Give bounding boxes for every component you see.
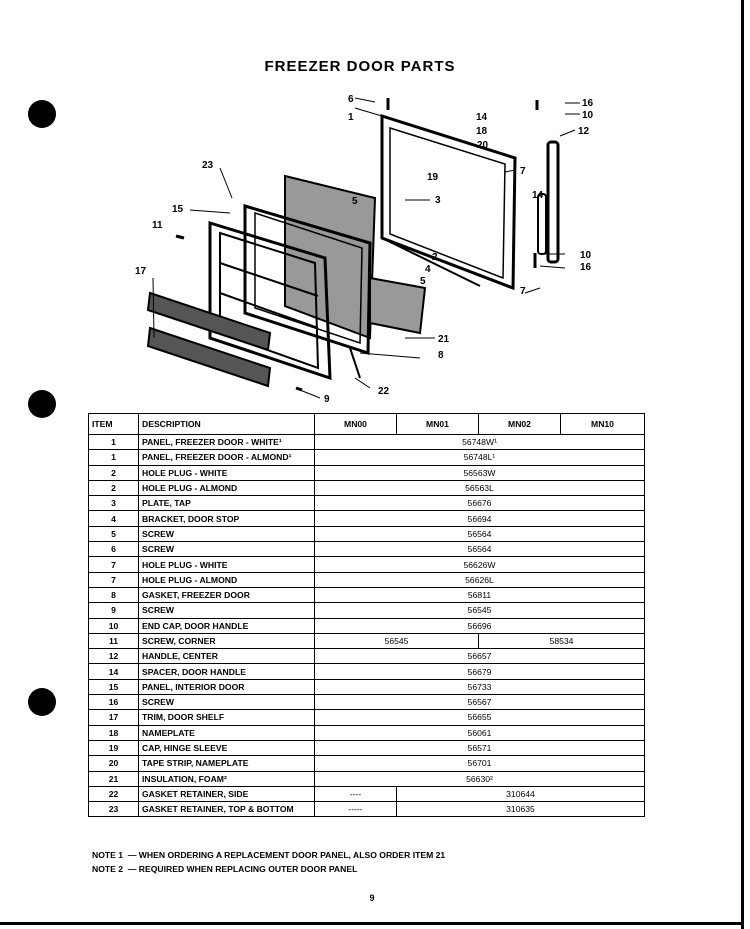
item-number-cell: 15 bbox=[89, 679, 139, 694]
description-cell: SCREW bbox=[139, 542, 315, 557]
exploded-parts-diagram bbox=[120, 88, 630, 408]
note-1-text: — WHEN ORDERING A REPLACEMENT DOOR PANEL, ALSO ORDER ITEM 21 bbox=[127, 850, 446, 860]
callout-7: 7 bbox=[520, 166, 526, 177]
callout-20: 20 bbox=[477, 140, 489, 151]
item-number-cell: 9 bbox=[89, 603, 139, 618]
callout-16: 16 bbox=[582, 98, 594, 109]
table-row bbox=[89, 603, 645, 618]
column-header-item: ITEM bbox=[89, 414, 139, 435]
callout-12: 12 bbox=[578, 126, 590, 137]
part-number-cell-left: ---- bbox=[315, 786, 397, 801]
part-number-cell: 56571 bbox=[315, 740, 645, 755]
part-number-cell: 56563W bbox=[315, 465, 645, 480]
part-number-cell: 56545 bbox=[315, 603, 645, 618]
item-number-cell: 7 bbox=[89, 572, 139, 587]
column-header-mn10: MN10 bbox=[561, 414, 645, 435]
part-number-cell-right: 58534 bbox=[479, 633, 645, 648]
description-cell: HANDLE, CENTER bbox=[139, 649, 315, 664]
callout-5b: 5 bbox=[420, 276, 426, 287]
table-row bbox=[89, 695, 645, 710]
table-row bbox=[89, 802, 645, 817]
part-number-cell: 56563L bbox=[315, 480, 645, 495]
description-cell: GASKET RETAINER, SIDE bbox=[139, 786, 315, 801]
part-number-cell: 56564 bbox=[315, 542, 645, 557]
table-row bbox=[89, 664, 645, 679]
part-number-cell: 56630² bbox=[315, 771, 645, 786]
table-row bbox=[89, 557, 645, 572]
column-header-description: DESCRIPTION bbox=[139, 414, 315, 435]
page-edge-right bbox=[741, 0, 744, 929]
description-cell: GASKET, FREEZER DOOR bbox=[139, 587, 315, 602]
part-number-cell: 56655 bbox=[315, 710, 645, 725]
description-cell: PANEL, FREEZER DOOR - ALMOND¹ bbox=[139, 450, 315, 465]
table-row bbox=[89, 465, 645, 480]
item-number-cell: 20 bbox=[89, 756, 139, 771]
note-1 bbox=[92, 850, 445, 860]
part-number-cell: 56564 bbox=[315, 526, 645, 541]
callout-10: 10 bbox=[582, 110, 594, 121]
description-cell: GASKET RETAINER, TOP & BOTTOM bbox=[139, 802, 315, 817]
item-number-cell: 17 bbox=[89, 710, 139, 725]
item-number-cell: 22 bbox=[89, 786, 139, 801]
description-cell: HOLE PLUG - WHITE bbox=[139, 557, 315, 572]
item-number-cell: 12 bbox=[89, 649, 139, 664]
part-number-cell: 56061 bbox=[315, 725, 645, 740]
description-cell: SCREW, CORNER bbox=[139, 633, 315, 648]
description-cell: NAMEPLATE bbox=[139, 725, 315, 740]
table-row bbox=[89, 725, 645, 740]
column-header-mn02: MN02 bbox=[479, 414, 561, 435]
page-title: FREEZER DOOR PARTS bbox=[264, 58, 456, 75]
table-header-row bbox=[89, 414, 645, 435]
description-cell: SCREW bbox=[139, 526, 315, 541]
part-number-cell-left: 56545 bbox=[315, 633, 479, 648]
description-cell: BRACKET, DOOR STOP bbox=[139, 511, 315, 526]
item-number-cell: 11 bbox=[89, 633, 139, 648]
item-number-cell: 7 bbox=[89, 557, 139, 572]
description-cell: TRIM, DOOR SHELF bbox=[139, 710, 315, 725]
item-number-cell: 10 bbox=[89, 618, 139, 633]
description-cell: TAPE STRIP, NAMEPLATE bbox=[139, 756, 315, 771]
callout-3: 3 bbox=[435, 195, 441, 206]
part-number-cell-right: 310644 bbox=[397, 786, 645, 801]
item-number-cell: 16 bbox=[89, 695, 139, 710]
callout-17: 17 bbox=[135, 266, 147, 277]
table-row bbox=[89, 649, 645, 664]
part-number-cell: 56676 bbox=[315, 496, 645, 511]
item-number-cell: 19 bbox=[89, 740, 139, 755]
item-number-cell: 8 bbox=[89, 587, 139, 602]
table-row bbox=[89, 572, 645, 587]
item-number-cell: 2 bbox=[89, 465, 139, 480]
binder-hole-bottom bbox=[28, 688, 56, 716]
part-number-cell-left: ----- bbox=[315, 802, 397, 817]
item-number-cell: 2 bbox=[89, 480, 139, 495]
item-number-cell: 18 bbox=[89, 725, 139, 740]
table-row bbox=[89, 786, 645, 801]
page-edge-bottom bbox=[0, 922, 744, 925]
callout-19: 19 bbox=[427, 172, 439, 183]
item-number-cell: 14 bbox=[89, 664, 139, 679]
part-number-cell: 56748W¹ bbox=[315, 435, 645, 450]
description-cell: SCREW bbox=[139, 695, 315, 710]
item-number-cell: 6 bbox=[89, 542, 139, 557]
description-cell: PLATE, TAP bbox=[139, 496, 315, 511]
column-header-mn00: MN00 bbox=[315, 414, 397, 435]
callout-6: 6 bbox=[348, 94, 354, 105]
table-row bbox=[89, 450, 645, 465]
parts-table bbox=[88, 413, 645, 817]
table-row bbox=[89, 542, 645, 557]
callout-9: 9 bbox=[324, 394, 330, 405]
item-number-cell: 4 bbox=[89, 511, 139, 526]
description-cell: HOLE PLUG - WHITE bbox=[139, 465, 315, 480]
callout-10b: 10 bbox=[580, 250, 592, 261]
part-number-cell: 56748L¹ bbox=[315, 450, 645, 465]
part-number-cell: 56696 bbox=[315, 618, 645, 633]
part-number-cell: 56701 bbox=[315, 756, 645, 771]
callout-8: 8 bbox=[438, 350, 444, 361]
column-header-mn01: MN01 bbox=[397, 414, 479, 435]
description-cell: HOLE PLUG - ALMOND bbox=[139, 480, 315, 495]
table-row bbox=[89, 587, 645, 602]
part-number-cell: 56694 bbox=[315, 511, 645, 526]
binder-hole-top bbox=[28, 100, 56, 128]
callout-18: 18 bbox=[476, 126, 488, 137]
item-number-cell: 1 bbox=[89, 435, 139, 450]
description-cell: PANEL, INTERIOR DOOR bbox=[139, 679, 315, 694]
description-cell: SPACER, DOOR HANDLE bbox=[139, 664, 315, 679]
description-cell: SCREW bbox=[139, 603, 315, 618]
part-number-cell: 56626L bbox=[315, 572, 645, 587]
table-row bbox=[89, 435, 645, 450]
part-number-cell: 56657 bbox=[315, 649, 645, 664]
part-number-cell: 56811 bbox=[315, 587, 645, 602]
callout-2: 2 bbox=[432, 252, 438, 263]
part-number-cell: 56626W bbox=[315, 557, 645, 572]
item-number-cell: 1 bbox=[89, 450, 139, 465]
part-number-cell: 56679 bbox=[315, 664, 645, 679]
note-1-label: NOTE 1 bbox=[92, 850, 124, 860]
table-row bbox=[89, 633, 645, 648]
item-number-cell: 3 bbox=[89, 496, 139, 511]
note-2 bbox=[92, 864, 357, 874]
part-number-cell: 56733 bbox=[315, 679, 645, 694]
description-cell: PANEL, FREEZER DOOR - WHITE¹ bbox=[139, 435, 315, 450]
callout-5: 5 bbox=[352, 196, 358, 207]
item-number-cell: 21 bbox=[89, 771, 139, 786]
table-row bbox=[89, 710, 645, 725]
part-number-cell-right: 310635 bbox=[397, 802, 645, 817]
description-cell: INSULATION, FOAM² bbox=[139, 771, 315, 786]
callout-22: 22 bbox=[378, 386, 390, 397]
callout-4: 4 bbox=[425, 264, 431, 275]
callout-1: 1 bbox=[348, 112, 354, 123]
callout-7b: 7 bbox=[520, 286, 526, 297]
page-number: 9 bbox=[369, 893, 375, 903]
description-cell: HOLE PLUG - ALMOND bbox=[139, 572, 315, 587]
callout-16b: 16 bbox=[580, 262, 592, 273]
item-number-cell: 23 bbox=[89, 802, 139, 817]
callout-14: 14 bbox=[476, 112, 488, 123]
table-row bbox=[89, 771, 645, 786]
callout-11: 11 bbox=[152, 220, 163, 231]
note-2-label: NOTE 2 bbox=[92, 864, 124, 874]
table-row bbox=[89, 740, 645, 755]
callout-15: 15 bbox=[172, 204, 184, 215]
description-cell: CAP, HINGE SLEEVE bbox=[139, 740, 315, 755]
table-row bbox=[89, 496, 645, 511]
binder-hole-middle bbox=[28, 390, 56, 418]
table-row bbox=[89, 679, 645, 694]
callout-14b: 14 bbox=[532, 190, 544, 201]
description-cell: END CAP, DOOR HANDLE bbox=[139, 618, 315, 633]
table-row bbox=[89, 511, 645, 526]
note-2-text: — REQUIRED WHEN REPLACING OUTER DOOR PANEL bbox=[127, 864, 358, 874]
item-number-cell: 5 bbox=[89, 526, 139, 541]
callout-21: 21 bbox=[438, 334, 450, 345]
table-row bbox=[89, 618, 645, 633]
table-row bbox=[89, 526, 645, 541]
parts-table-body bbox=[89, 435, 645, 817]
table-row bbox=[89, 480, 645, 495]
callout-23: 23 bbox=[202, 160, 214, 171]
part-number-cell: 56567 bbox=[315, 695, 645, 710]
table-row bbox=[89, 756, 645, 771]
